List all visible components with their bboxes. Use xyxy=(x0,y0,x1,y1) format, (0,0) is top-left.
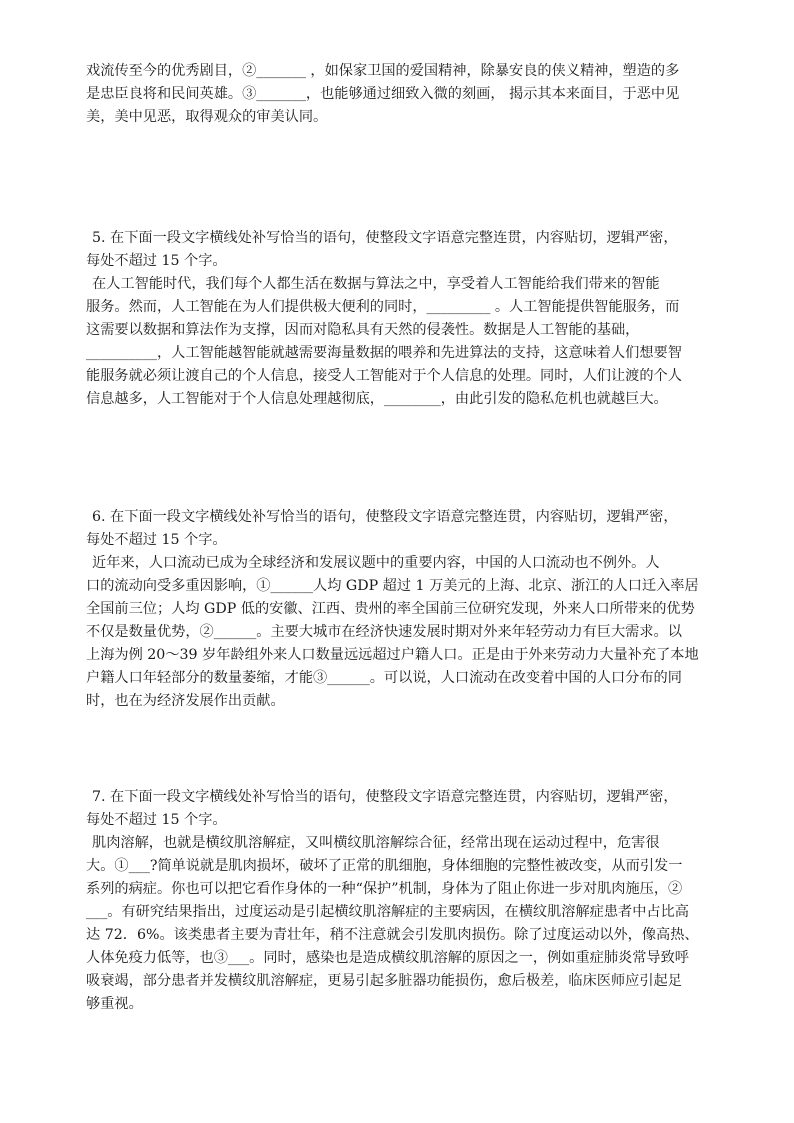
passage-line: 不仅是数量优势，②______。主要大城市在经济快速发展时期对外来年轻劳动力有巨大需求。以 xyxy=(86,624,682,640)
question-prompt: 7. 在下面一段文字横线处补写恰当的语句，使整段文字语意完整连贯，内容贴切，逻辑严密， xyxy=(92,789,678,805)
passage-line: 户籍人口年轻部分的数量萎缩，才能③______。可以说，人口流动在改变着中国的人口分布的同 xyxy=(86,670,682,686)
passage-continuation xyxy=(86,60,716,129)
text-line: 戏流传至今的优秀剧目，②_______ ，如保家卫国的爱国精神，除暴安良的侠义精神，塑造的多 xyxy=(86,63,680,79)
question-prompt: 每处不超过 15 个字。 xyxy=(86,532,227,548)
passage-line: 吸衰竭，部分患者并发横纹肌溶解症，更易引起多脏器功能损伤，愈后极差，临床医师应引起足 xyxy=(86,973,682,989)
passage-line: 达 72．6%。该类患者主要为青壮年，稍不注意就会引发肌肉损伤。除了过度运动以外，像高热、 xyxy=(86,927,699,943)
question-prompt: 每处不超过 15 个字。 xyxy=(86,812,227,828)
passage-line: 信息越多，人工智能对于个人信息处理越彻底，________，由此引发的隐私危机也就越巨大。 xyxy=(86,391,668,407)
question-prompt: 6. 在下面一段文字横线处补写恰当的语句，使整段文字语意完整连贯，内容贴切，逻辑严密， xyxy=(92,509,678,525)
passage-line: 口的流动向受多重因影响，①______人均 GDP 超过 1 万美元的上海、北京、浙江的人口迁入率居 xyxy=(86,578,699,594)
text-line: 美，美中见恶，取得观众的审美认同。 xyxy=(86,109,328,125)
question-prompt: 每处不超过 15 个字。 xyxy=(86,253,227,269)
question-6 xyxy=(86,506,716,713)
passage-line: 这需要以数据和算法作为支撑，因而对隐私具有天然的侵袭性。数据是人工智能的基础， xyxy=(86,322,640,338)
text-line: 是忠臣良将和民间英雄。③_______，也能够通过细致入微的刻画， 揭示其本来面目，于恶中见 xyxy=(86,86,680,102)
passage-line: 人体免疫力低等，也③___。同时，感染也是造成横纹肌溶解的原因之一，例如重症肺炎常导致呼 xyxy=(86,950,689,966)
passage-line: __________，人工智能越智能就越需要海量数据的喂养和先进算法的支持，这意味着人们想要智 xyxy=(86,345,682,361)
question-prompt: 5. 在下面一段文字横线处补写恰当的语句，使整段文字语意完整连贯，内容贴切，逻辑严密， xyxy=(92,230,678,246)
passage-line: 大。①___?简单说就是肌肉损坏，破坏了正常的肌细胞，身体细胞的完整性被改变，从而引发一 xyxy=(86,858,683,874)
question-7 xyxy=(86,786,716,1016)
passage-line: ___。有研究结果指出，过度运动是引起横纹肌溶解症的主要病因，在横纹肌溶解症患者中占比高 xyxy=(86,904,689,920)
passage-line: 近年来，人口流动已成为全球经济和发展议题中的重要内容，中国的人口流动也不例外。人 xyxy=(92,555,660,571)
passage-line: 服务。然而，人工智能在为人们提供极大便利的同时，_________ 。人工智能提供智能服务，而 xyxy=(86,299,680,315)
question-5 xyxy=(86,227,716,411)
passage-line: 肌肉溶解，也就是横纹肌溶解症，又叫横纹肌溶解综合征，经常出现在运动过程中，危害很 xyxy=(92,835,660,851)
passage-line: 够重视。 xyxy=(86,996,143,1012)
passage-line: 能服务就必须让渡自己的个人信息，接受人工智能对于个人信息的处理。同时，人们让渡的个人 xyxy=(86,368,682,384)
passage-line: 全国前三位；人均 GDP 低的安徽、江西、贵州的率全国前三位研究发现，外来人口所带来的优势 xyxy=(86,601,695,617)
passage-line: 上海为例 20～39 岁年龄组外来人口数量远远超过户籍人口。正是由于外来劳动力大量补充了本地 xyxy=(86,647,699,663)
passage-line: 在人工智能时代，我们每个人都生活在数据与算法之中，享受着人工智能给我们带来的智能 xyxy=(92,276,660,292)
passage-line: 系列的病症。你也可以把它看作身体的一种“保护”机制，身体为了阻止你进一步对肌肉施压，② xyxy=(86,881,683,897)
passage-line: 时，也在为经济发展作出贡献。 xyxy=(86,693,285,709)
